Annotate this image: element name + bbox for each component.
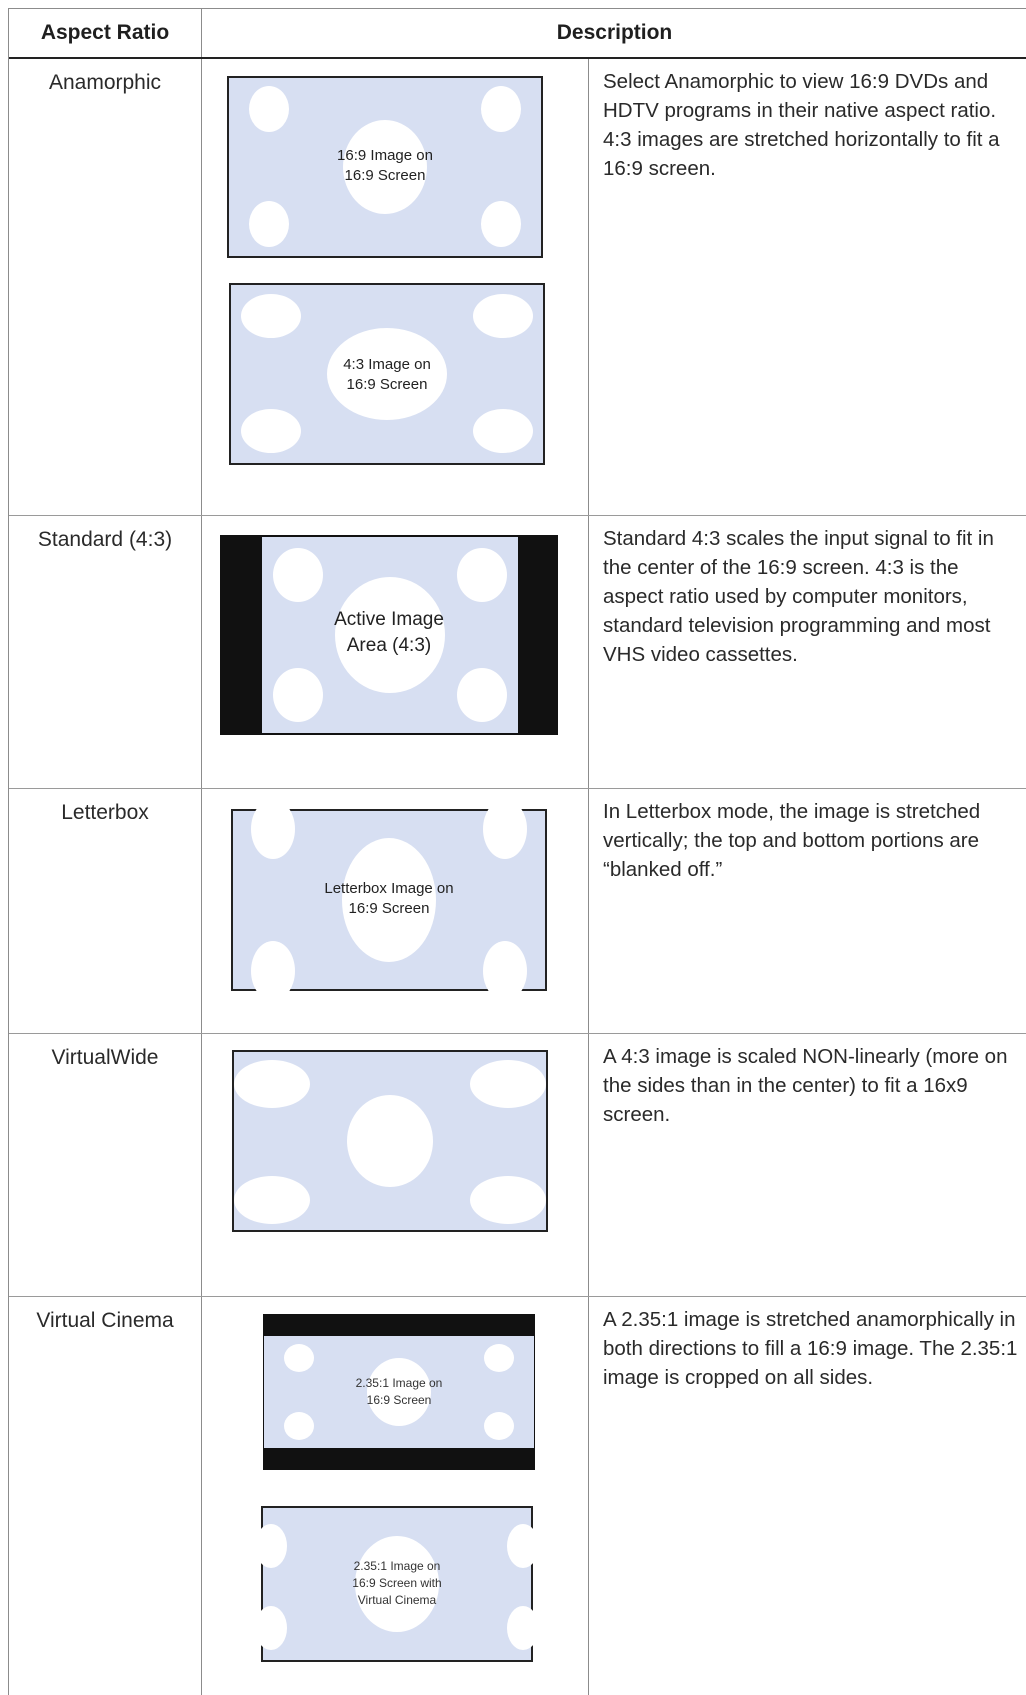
illustration-cell (202, 1297, 589, 1695)
description-text: In Letterbox mode, the image is stretched vertically; the top and bottom portions are “blanked off.” (603, 800, 981, 881)
screen-label-line1: 16:9 Image on (337, 147, 433, 164)
screen-illustration-letterbox (231, 809, 547, 991)
illustration-cell (202, 59, 589, 515)
screen-illustration-235-on-16x9 (263, 1314, 535, 1470)
header-description: Description (556, 21, 673, 44)
screen-label-line2: 16:9 Screen (344, 167, 426, 184)
header-aspect-ratio: Aspect Ratio (9, 9, 202, 57)
screen-label-line1: 2.35:1 Image on (353, 1559, 441, 1573)
screen-label-line1: Active Image (334, 609, 444, 630)
aspect-ratio-name: VirtualWide (51, 1046, 159, 1069)
aspect-ratio-name: Anamorphic (48, 71, 162, 94)
screen-label-line2: 16:9 Screen (346, 376, 428, 393)
screen-label-line3: Virtual Cinema (357, 1593, 437, 1607)
screen-label-line2: 16:9 Screen (348, 900, 430, 917)
screen-illustration-16x9 (227, 76, 543, 258)
aspect-ratio-table (8, 8, 1026, 1695)
screen-label-line2: 16:9 Screen (366, 1393, 432, 1407)
aspect-ratio-name: Letterbox (61, 801, 149, 824)
screen-label-line2: 16:9 Screen with (352, 1576, 442, 1590)
description-text: Standard 4:3 scales the input signal to fit in the center of the 16:9 screen. 4:3 is the aspect ratio used by computer monitors, standard television programming and most VHS video cassettes. (603, 527, 994, 666)
table-row-standard (9, 516, 1026, 789)
table-row-anamorphic (9, 59, 1026, 516)
table-row-virtual-cinema (9, 1297, 1026, 1695)
screen-label-line1: 4:3 Image on (343, 356, 431, 373)
screen-label-line2: Area (4:3) (346, 635, 432, 656)
table-row-virtualwide (9, 1034, 1026, 1297)
aspect-ratio-name: Standard (4:3) (37, 528, 173, 551)
description-text: Select Anamorphic to view 16:9 DVDs and HDTV programs in their native aspect ratio. 4:3 images are stretched horizontally to fit a 16:9 screen. (603, 70, 1000, 180)
illustration-cell (202, 1034, 589, 1296)
table-header-row (9, 9, 1026, 59)
screen-illustration-virtualwide (232, 1050, 548, 1232)
screen-label-line1: 2.35:1 Image on (355, 1376, 443, 1390)
aspect-ratio-name: Virtual Cinema (36, 1309, 174, 1332)
illustration-cell (202, 789, 589, 1033)
table-row-letterbox (9, 789, 1026, 1034)
screen-illustration-standard (220, 535, 558, 735)
screen-label-line1: Letterbox Image on (324, 880, 454, 897)
description-text: A 4:3 image is scaled NON-linearly (more on the sides than in the center) to fit a 16x9 screen. (603, 1045, 1008, 1126)
screen-illustration-4x3-stretched (229, 283, 545, 465)
screen-illustration-virtual-cinema (261, 1506, 533, 1662)
illustration-cell (202, 516, 589, 788)
description-text: A 2.35:1 image is stretched anamorphically in both directions to fill a 16:9 image. The 2.35:1 image is cropped on all sides. (603, 1308, 1018, 1389)
